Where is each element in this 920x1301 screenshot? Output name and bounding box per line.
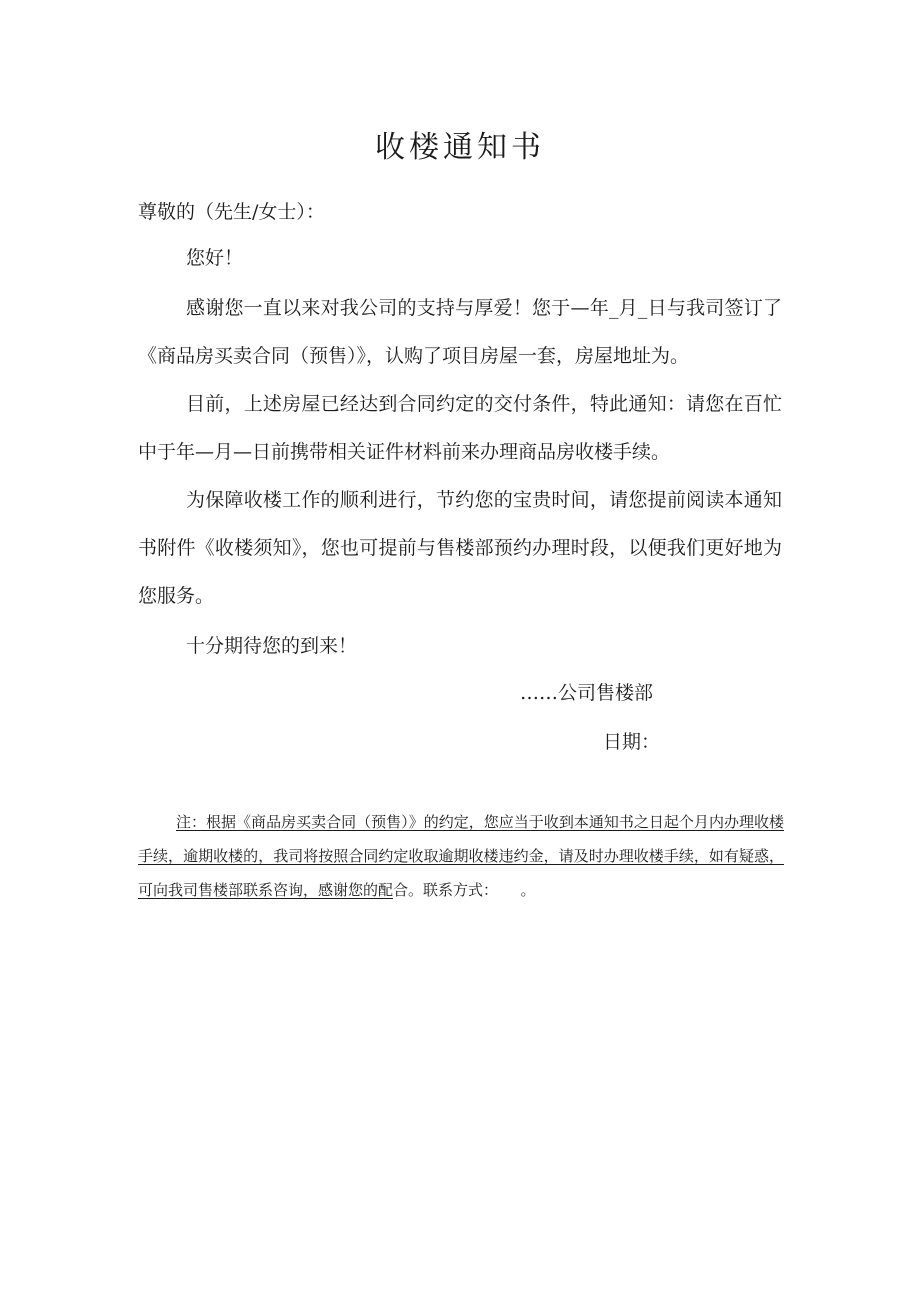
- salutation: 尊敬的（先生/女士）：: [138, 201, 325, 223]
- document-title: 收楼通知书: [375, 130, 545, 165]
- closing-line: 十分期待您的到来！: [186, 635, 358, 657]
- greeting: 您好！: [186, 247, 244, 269]
- footnote: [138, 805, 784, 907]
- footnote-contact-text: 合。联系方式： 。: [393, 881, 536, 899]
- paragraph-instructions: 为保障收楼工作的顺利进行，节约您的宝贵时间，请您提前阅读本通知书附件《收楼须知》，您也可提前与售楼部预约办理时段，以便我们更好地为您服务。: [138, 489, 782, 607]
- paragraph-delivery-notice: 目前，上述房屋已经达到合同约定的交付条件，特此通知：请您在百忙中于年—月—日前携带相关证件材料前来办理商品房收楼手续。: [138, 393, 782, 463]
- footnote-underlined-text: 注：根据《商品房买卖合同（预售）》的约定，您应当于收到本通知书之日起个月内办理收楼手续，逾期收楼的，我司将按照合同约定收取逾期收楼违约金，请及时办理收楼手续，如有疑惑，可向我司售楼部联系咨询，感谢您的配: [138, 813, 784, 899]
- signature-company: ……公司售楼部: [520, 682, 654, 704]
- signature-date: 日期：: [603, 731, 661, 753]
- paragraph-thanks: 感谢您一直以来对我公司的支持与厚爱！您于—年_月_日与我司签订了《商品房买卖合同（预售）》，认购了项目房屋一套，房屋地址为。: [138, 297, 782, 367]
